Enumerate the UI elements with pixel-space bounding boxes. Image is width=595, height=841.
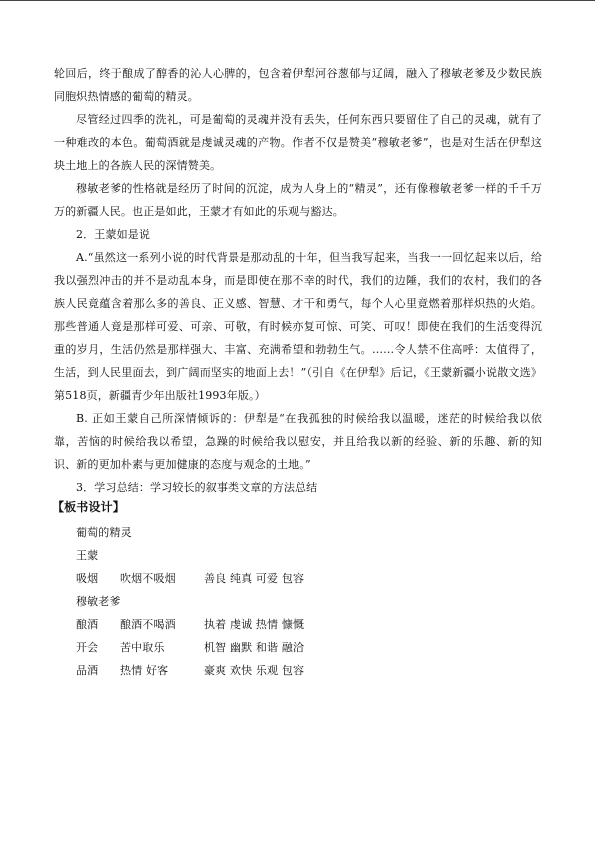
board-row-detail: 热情 好客 [120,664,169,677]
board-row-action: 开会 [76,641,99,654]
board-row-traits: 善良 纯真 可爱 包容 [204,572,305,585]
board-row [54,567,542,590]
board-row [54,613,542,636]
board-row-detail: 酿酒不喝酒 [120,618,176,631]
board-row [54,636,542,659]
board-row-action: 酿酒 [76,618,99,631]
section-heading-wangmeng-says: 2．王蒙如是说 [76,228,151,241]
board-title: 葡萄的精灵 [76,526,132,539]
board-row-traits: 机智 幽默 和谐 融洽 [204,641,305,654]
board-author: 王蒙 [76,549,99,562]
board-row-detail: 苦中取乐 [120,641,165,654]
body-text [54,62,542,499]
section-heading-summary: 3．学习总结：学习较长的叙事类文章的方法总结 [76,481,318,494]
board-row-action: 品酒 [76,664,99,677]
board-row-action: 吸烟 [76,572,99,585]
board-row [54,659,542,682]
paragraph-quote-a: A.“虽然这一系列小说的时代背景是那动乱的十年，但当我写起来，当我一一回忆起来以后，给我以强烈冲击的并不是动乱本身，而是即使在那不幸的时代，我们的边陲，我们的农村，我们的各族人民竟蕴含着那么多的善良、正义感、智慧、才干和勇气，每个人心里竟燃着那样炽热的火焰。那些普通人竟是那样可爱、可亲、可敬，有时候亦复可惊、可笑、可叹！即使在我们的生活变得沉重的岁月，生活仍然是那样强大、丰富、充满希望和勃勃生气。……令人禁不住高呼：太值得了，生活，到人民里面去，到广阔而坚实的地面上去！”（引自《在伊犁》后记，《王蒙新疆小说散文选》第518页，新疆青少年出版社1993年版。） [54,251,542,402]
board-character: 穆敏老爹 [76,595,121,608]
board-design [54,521,542,682]
paragraph: 轮回后，终于酿成了醇香的沁人心脾的，包含着伊犁河谷葱郁与辽阔，融入了穆敏老爹及少数民族同胞炽热情感的葡萄的精灵。 [54,67,542,103]
paragraph: 尽管经过四季的洗礼，可是葡萄的灵魂并没有丢失，任何东西只要留住了自己的灵魂，就有了一种难改的本色。葡萄酒就是虔诚灵魂的产物。作者不仅是赞美“穆敏老爹”，也是对生活在伊犁这块土地上的各族人民的深情赞美。 [54,113,542,172]
board-row-detail: 吹烟不吸烟 [120,572,176,585]
board-row-traits: 执着 虔诚 热情 慷慨 [204,618,305,631]
paragraph-quote-b: B. 正如王蒙自己所深情倾诉的：伊犁是“在我孤独的时候给我以温暖，迷茫的时候给我以依靠，苦恼的时候给我以希望，急躁的时候给我以慰安，并且给我以新的经验、新的乐趣、新的知识、新的更加朴素与更加健康的态度与观念的土地。” [54,412,542,471]
board-design-heading: 【板书设计】 [52,500,125,514]
board-row-traits: 豪爽 欢快 乐观 包容 [204,664,305,677]
document-page [54,62,542,682]
page-top-rule [0,0,595,1]
paragraph: 穆敏老爹的性格就是经历了时间的沉淀，成为人身上的“精灵”，还有像穆敏老爹一样的千千万万的新疆人民。也正是如此，王蒙才有如此的乐观与豁达。 [54,182,542,218]
